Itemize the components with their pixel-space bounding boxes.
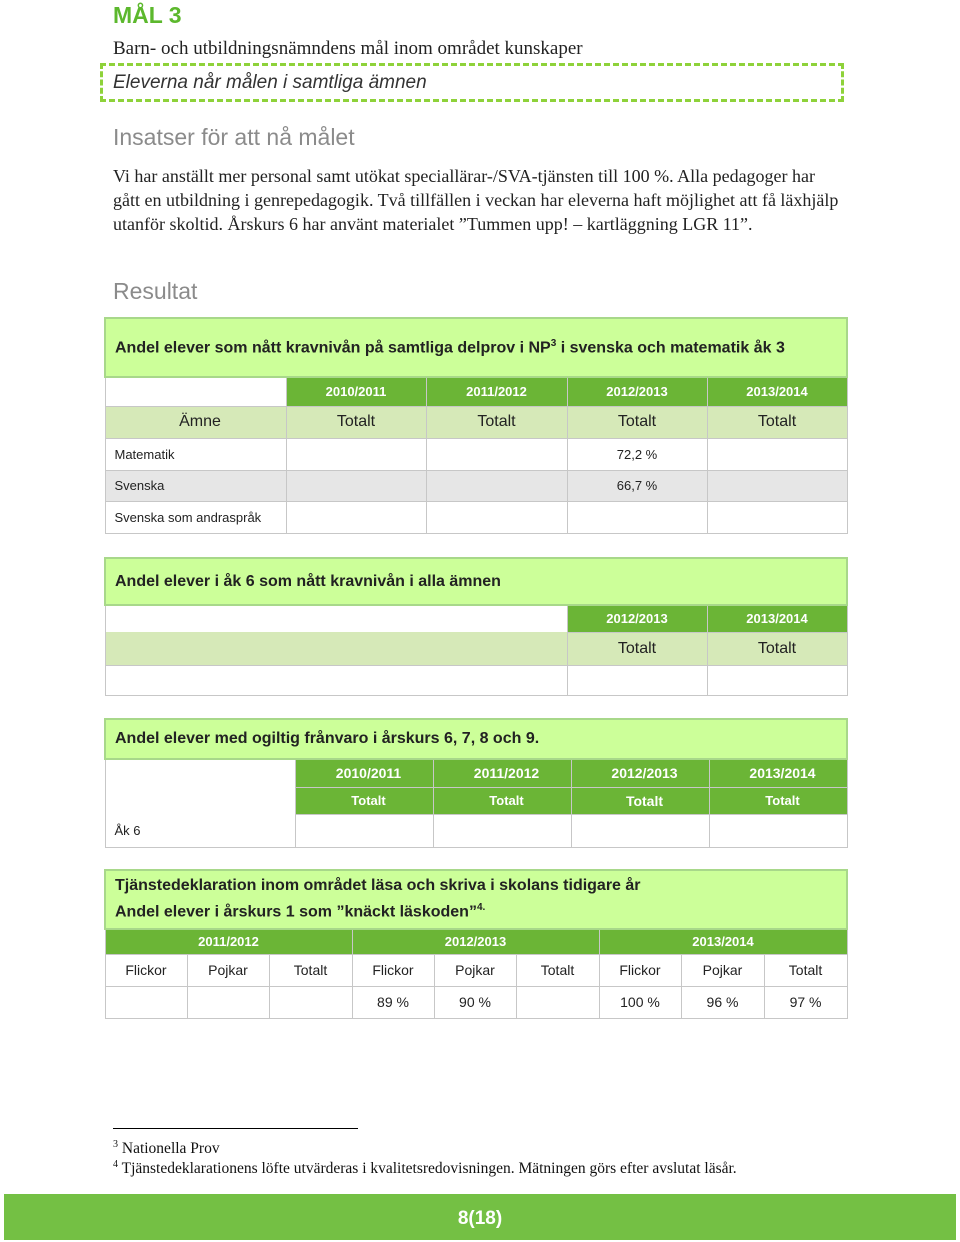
table-row bbox=[105, 814, 847, 847]
table-title: Andel elever med ogiltig frånvaro i årskurs 6, 7, 8 och 9. bbox=[105, 719, 847, 759]
total-header: Totalt bbox=[286, 406, 426, 438]
subheader-cell: Flickor bbox=[599, 954, 681, 986]
year-header: 2010/2011 bbox=[286, 377, 426, 406]
page-number: 8(18) bbox=[457, 1208, 503, 1229]
subheader-cell: Pojkar bbox=[681, 954, 764, 986]
value-cell bbox=[709, 814, 847, 847]
total-header: Totalt bbox=[707, 632, 847, 665]
goal-text: Eleverna når målen i samtliga ämnen bbox=[113, 72, 427, 93]
value-cell bbox=[426, 438, 567, 470]
subject-cell: Svenska bbox=[105, 470, 286, 501]
value-cell bbox=[707, 438, 847, 470]
table-title: Andel elever som nått kravnivån på samtliga delprov i $NP^3$ i svenska och matematik åk 3 bbox=[105, 318, 847, 377]
value-cell bbox=[707, 665, 847, 695]
total-header: Totalt bbox=[571, 787, 709, 814]
ak6-requirements-table bbox=[104, 557, 848, 696]
grade-cell: Åk 6 bbox=[105, 814, 295, 847]
value-cell bbox=[516, 986, 599, 1018]
insatser-body: Vi har anställt mer personal samt utökat speciallärar-/SVA-tjänsten till 100 %. Alla pedagoger har gått en utbildning i genrepedagogik. Två tillfällen i veckan har eleverna haft möjlighet att få läxhjälp utanför skoltid. Årskurs 6 har använt materialet ”Tummen upp! – kartläggning LGR 11”. bbox=[113, 166, 839, 234]
year-header: 2011/2012 bbox=[426, 377, 567, 406]
value-cell: 97 % bbox=[764, 986, 847, 1018]
total-header: Totalt bbox=[709, 787, 847, 814]
total-header: Totalt bbox=[567, 632, 707, 665]
value-cell bbox=[707, 501, 847, 533]
year-header: 2012/2013 bbox=[567, 377, 707, 406]
table-row bbox=[105, 501, 847, 533]
table-row bbox=[105, 665, 847, 695]
value-cell bbox=[269, 986, 352, 1018]
footnote: $^4$ Tjänstedeklarationens löfte utvärderas i kvalitetsredovisningen. Mätningen görs efter avslutat läsår. bbox=[113, 1159, 737, 1178]
subject-cell: Svenska som andraspråk bbox=[105, 501, 286, 533]
value-cell bbox=[105, 986, 187, 1018]
total-header: Totalt bbox=[567, 406, 707, 438]
year-header: 2013/2014 bbox=[707, 605, 847, 632]
np-results-table bbox=[104, 317, 848, 534]
year-header: 2010/2011 bbox=[295, 759, 433, 787]
subheader-cell: Totalt bbox=[269, 954, 352, 986]
subheader-cell: Totalt bbox=[516, 954, 599, 986]
footnote-divider bbox=[113, 1128, 358, 1129]
resultat-heading: Resultat bbox=[113, 278, 198, 304]
value-cell: 96 % bbox=[681, 986, 764, 1018]
reading-code-table bbox=[104, 869, 848, 1019]
table-row bbox=[105, 986, 847, 1018]
value-cell: 72,2 % bbox=[567, 438, 707, 470]
year-header: 2013/2014 bbox=[707, 377, 847, 406]
table-title: Tjänstedeklaration inom området läsa och skriva i skolans tidigare år Andel elever i årskurs 1 som ”knäckt läskoden”$^{4.}$ bbox=[105, 870, 847, 929]
value-cell bbox=[286, 438, 426, 470]
value-cell bbox=[433, 814, 571, 847]
year-header: 2013/2014 bbox=[709, 759, 847, 787]
value-cell bbox=[567, 501, 707, 533]
value-cell bbox=[571, 814, 709, 847]
value-cell bbox=[286, 470, 426, 501]
subject-header: Ämne bbox=[105, 406, 286, 438]
insatser-heading: Insatser för att nå målet bbox=[113, 124, 355, 150]
goal-title: MÅL 3 bbox=[113, 2, 182, 28]
subheader-row bbox=[105, 954, 847, 986]
year-header: 2012/2013 bbox=[571, 759, 709, 787]
year-header: 2011/2012 bbox=[105, 929, 352, 954]
value-cell: 100 % bbox=[599, 986, 681, 1018]
year-header: 2011/2012 bbox=[433, 759, 571, 787]
subject-cell: Matematik bbox=[105, 438, 286, 470]
total-header: Totalt bbox=[295, 787, 433, 814]
value-cell bbox=[567, 665, 707, 695]
year-header: 2012/2013 bbox=[567, 605, 707, 632]
absence-table bbox=[104, 718, 848, 848]
board-goal: Barn- och utbildningsnämndens mål inom området kunskaper bbox=[113, 38, 583, 59]
year-header: 2012/2013 bbox=[352, 929, 599, 954]
table-row bbox=[105, 438, 847, 470]
value-cell bbox=[187, 986, 269, 1018]
footnote: $^3$ Nationella Prov bbox=[113, 1139, 220, 1158]
value-cell bbox=[295, 814, 433, 847]
value-cell: 89 % bbox=[352, 986, 434, 1018]
value-cell bbox=[426, 470, 567, 501]
year-header: 2013/2014 bbox=[599, 929, 847, 954]
table-row bbox=[105, 470, 847, 501]
subheader-cell: Totalt bbox=[764, 954, 847, 986]
total-header: Totalt bbox=[433, 787, 571, 814]
subheader-cell: Pojkar bbox=[434, 954, 516, 986]
subheader-cell: Flickor bbox=[352, 954, 434, 986]
value-cell: 90 % bbox=[434, 986, 516, 1018]
subheader-cell: Flickor bbox=[105, 954, 187, 986]
value-cell bbox=[426, 501, 567, 533]
total-header: Totalt bbox=[426, 406, 567, 438]
table-title: Andel elever i åk 6 som nått kravnivån i alla ämnen bbox=[105, 558, 847, 605]
value-cell bbox=[707, 470, 847, 501]
value-cell: 66,7 % bbox=[567, 470, 707, 501]
subheader-cell: Pojkar bbox=[187, 954, 269, 986]
total-header: Totalt bbox=[707, 406, 847, 438]
value-cell bbox=[286, 501, 426, 533]
